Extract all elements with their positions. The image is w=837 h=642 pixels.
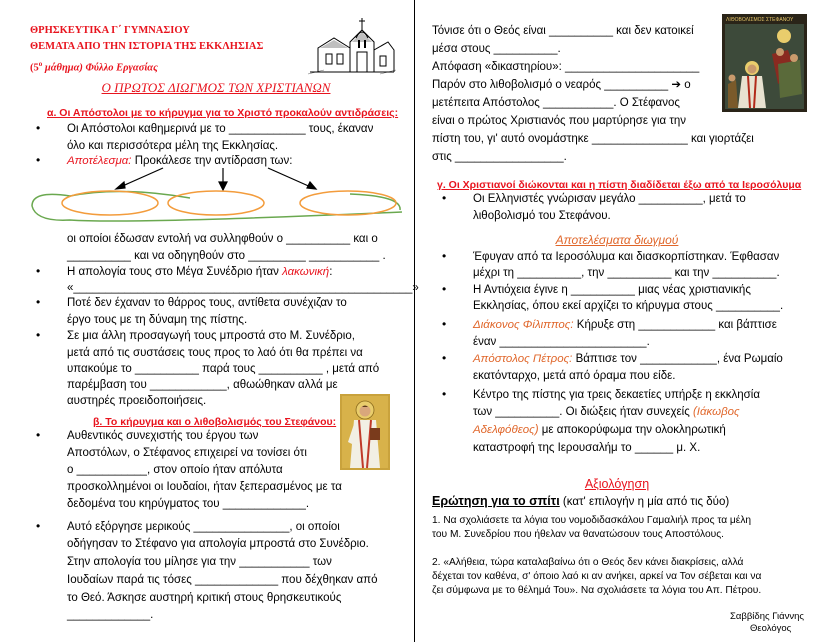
q2-line1: 2. «Αλήθεια, τώρα καταλαβαίνω ότι ο Θεός δεν κάνει διακρίσεις, αλλά [432, 557, 744, 568]
header-line-1: ΘΡΗΣΚΕΥΤΙΚΑ Γ΄ ΓΥΜΝΑΣΙΟΥ [30, 25, 190, 36]
bullet-icon: • [36, 519, 41, 533]
author-role: Θεολόγος [750, 623, 792, 634]
r-line8: στις _________________. [432, 151, 567, 163]
bullet-icon: • [442, 387, 447, 401]
r-line1: Τόνισε ότι ο Θεός είναι __________ και δεν κατοικεί [432, 25, 694, 37]
column-divider [414, 0, 415, 642]
author-name: Σαββίδης Γιάννης [730, 611, 804, 622]
c2-line2: μέχρι τη __________, την __________ και την __________. [473, 267, 780, 279]
bullet-icon: • [442, 351, 447, 365]
c3-line2: Εκκλησίας, όπου εκεί αρχίζει το κήρυγμα στους __________. [473, 300, 784, 312]
r-line6: είναι ο πρώτος Χριστιανός που μαρτύρησε για την [432, 115, 687, 127]
a1-line1: Οι Απόστολοι καθημερινά με το ____________ τους, έκαναν [67, 123, 374, 135]
reactions-diagram [30, 166, 410, 228]
r-line7: πίστη του, γι' αυτό ονομάστηκε _______________ και γιορτάζει [432, 133, 754, 145]
b2-line1: Αυτό εξόργησε μερικούς _______________, οι οποίοι [67, 521, 340, 533]
c3-line1: Η Αντιόχεια έγινε η __________ μιας νέας χριστιανικής [473, 284, 751, 296]
c5-line2: εκατόνταρχο, μετά από όραμα που είδε. [473, 370, 676, 382]
bullet-icon: • [36, 153, 41, 167]
a3-line1: οι οποίοι έδωσαν εντολή να συλληφθούν ο __________ και ο [67, 233, 378, 245]
header-line-2: ΘΕΜΑΤΑ ΑΠΟ ΤΗΝ ΙΣΤΟΡΙΑ ΤΗΣ ΕΚΚΛΗΣΙΑΣ [30, 41, 264, 52]
evaluation-heading: Αξιολόγηση [584, 477, 650, 491]
c1-line1: Οι Ελληνιστές γνώρισαν μεγάλο __________, μετά το [473, 193, 746, 205]
a4-line: Η απολογία τους στο Μέγα Συνέδριο ήταν λακωνική: [67, 266, 333, 278]
a6-line1: Ποτέ δεν έχαναν το θάρρος τους, αντίθετα συνέχιζαν το [67, 297, 347, 309]
q1-line1: 1. Να σχολιάσετε τα λόγια του νομοδιδασκάλου Γαμαλιήλ προς τα μέλη [432, 515, 752, 526]
a7-line1: Σε μια άλλη προσαγωγή τους μπροστά στο Μ. Συνέδριο, [67, 330, 355, 342]
a6-line2: έργο τους με τη δύναμη της πίστης. [67, 314, 248, 326]
bullet-icon: • [36, 264, 41, 278]
bullet-icon: • [442, 249, 447, 263]
b2-line5: το Θεό. Άσκησε αυστηρή κριτική στους θρησκευτικούς [67, 592, 342, 604]
c6-line3: Αδελφόθεος) με αποκορύφωμα την ολοκληρωτική [473, 424, 726, 436]
b2-line4: Ιουδαίων παρά τις τόσες _____________ που δέχθηκαν από [67, 574, 378, 586]
a7-line3: υπακούμε το __________ παρά τους __________ , μετά από [67, 363, 380, 375]
r-line4: Παρόν στο λιθοβολισμό ο νεαρός __________ ➔ ο [432, 79, 691, 91]
r-line2: μέσα στους __________. [432, 43, 561, 55]
q2-line2: δέχεται τον καθένα, σ' όποιο λαό κι αν ανήκει, αρκεί να Τον σέβεται και να [432, 571, 762, 582]
q2-line3: ζει σύμφωνα με το θέλημά Του». Να σχολιάσετε τα λόγια του Απ. Πέτρου. [432, 585, 762, 596]
c6-line2: των __________. Οι διώξεις ήταν συνεχείς (Ιάκωβος [473, 406, 740, 418]
a1-line2: όλο και περισσότερα μέλη της Εκκλησίας. [67, 140, 279, 152]
section-c-heading: γ. Οι Χριστιανοί διώκονται και η πίστη διαδίδεται έξω από τα Ιεροσόλυμα [437, 179, 802, 191]
q1-line2: του Μ. Συνεδρίου που ήθελαν να θανατώσουν τους Αποστόλους. [432, 529, 724, 540]
bullet-icon: • [442, 317, 447, 331]
a7-line5: αυστηρές προειδοποιήσεις. [67, 395, 207, 407]
bullet-icon: • [36, 328, 41, 342]
bullet-icon: • [442, 191, 447, 205]
bullet-icon: • [36, 295, 41, 309]
b2-line2: οδήγησαν το Στέφανο για απολογία μπροστά στο Συνέδριο. [67, 538, 369, 550]
a3-line2: __________ και να οδηγηθούν στο _________ ___________ . [67, 250, 386, 262]
stoning-icon: ΛΙΘΟΒΟΛΙΣΜΟΣ ΣΤΕΦΑΝΟΥ [722, 14, 807, 112]
bullet-icon: • [36, 121, 41, 135]
bullet-icon: • [36, 428, 41, 442]
b2-line3: Στην απολογία του μίλησε για την ___________ των [67, 556, 332, 568]
results-heading: Αποτελέσματα διωγμού [555, 233, 679, 247]
church-illustration [304, 12, 400, 78]
r-line5: μετέπειτα Απόστολος ___________. Ο Στέφανος [432, 97, 680, 109]
bullet-icon: • [442, 282, 447, 296]
b1-line3: ο ___________, στον οποίο ήταν απόλυτα [67, 464, 283, 476]
section-a-heading: α. Οι Απόστολοι με το κήρυγμα για το Χριστό προκαλούν αντιδράσεις: [47, 107, 399, 119]
saint-stephen-icon [340, 394, 390, 470]
c2-line1: Έφυγαν από τα Ιεροσόλυμα και διασκορπίστηκαν. Έφθασαν [473, 251, 780, 263]
r-line3: Απόφαση «δικαστηρίου»: _____________________ [432, 61, 700, 73]
a7-line2: μετά από τις συστάσεις τους προς το λαό ότι θα πρέπει να [67, 347, 363, 359]
b1-line1: Αυθεντικός συνεχιστής του έργου των [67, 430, 259, 442]
c4-line2: έναν _______________________. [473, 336, 650, 348]
a7-line4: παρέμβαση του ____________, αθωώθηκαν αλλά με [67, 379, 338, 391]
page-title: Ο ΠΡΩΤΟΣ ΔΙΩΓΜΟΣ ΤΩΝ ΧΡΙΣΤΙΑΝΩΝ [101, 80, 331, 95]
a5-line: «_____________________________________________________» [67, 282, 419, 294]
b1-line4: προσκολλημένοι οι Ιουδαίοι, ήταν ξεπερασμένος με τα [67, 481, 342, 493]
b1-line2: Αποστόλων, ο Στέφανος επιχειρεί να τονίσει ότι [67, 447, 307, 459]
c4-line1: Διάκονος Φίλιππος: Κήρυξε στη ____________ και βάπτισε [473, 319, 777, 331]
c6-line4: καταστροφή της Ιερουσαλήμ το ______ μ. Χ. [473, 442, 701, 454]
homework-question-heading: Ερώτηση για το σπίτι (κατ' επιλογήν η μία από τις δύο) [432, 494, 730, 508]
b1-line5: δεδομένα του κηρύγματος του _____________. [67, 498, 310, 510]
arrow-right-icon: ➔ [671, 79, 681, 91]
c5-line1: Απόστολος Πέτρος: Βάπτισε τον ____________, ένα Ρωμαίο [473, 353, 783, 365]
header-line-3: ($5^o$ μάθημα) Φύλλο Εργασίας [30, 60, 158, 74]
section-b-heading: β. Το κήρυγμα και ο λιθοβολισμός του Στεφάνου: [93, 416, 337, 428]
a2-line: Αποτέλεσμα: Προκάλεσε την αντίδραση των: [67, 155, 293, 167]
c1-line2: λιθοβολισμό του Στεφάνου. [473, 210, 611, 222]
b2-line6: _____________. [67, 609, 154, 621]
c6-line1: Κέντρο της πίστης για τρεις δεκαετίες υπήρξε η εκκλησία [473, 389, 760, 401]
